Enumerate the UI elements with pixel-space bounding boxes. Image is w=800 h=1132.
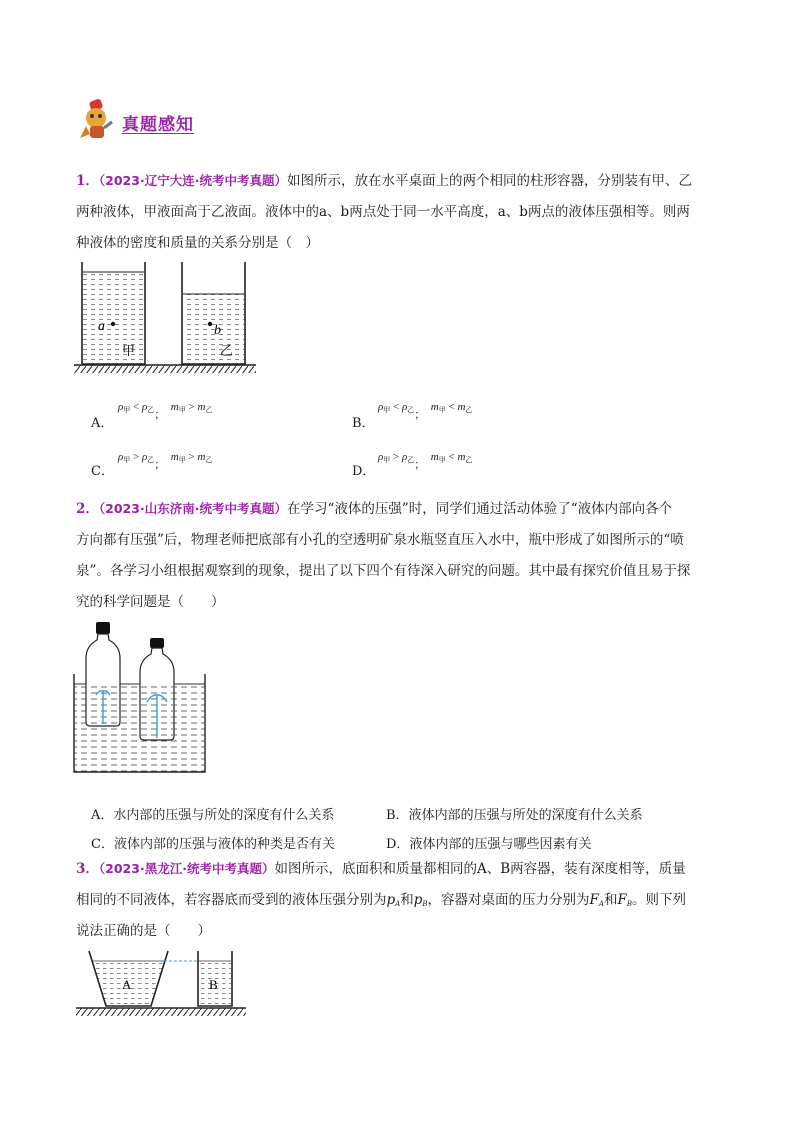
option-letter: C． [91,464,114,479]
label-b: b [214,323,221,338]
q3-text-2c: 。则下列 [632,892,686,908]
q3-and-1: 和 [400,892,414,908]
option-text: 水内部的压强与所处的深度有什么关系 [113,808,335,823]
container-jia [82,262,145,364]
symbol-pB-sub: B [422,900,428,908]
option-text: 液体内部的压强与所处的深度有什么关系 [408,808,643,823]
q3-text-2a: 相同的不同液体，若容器底而受到的液体压强分别为 [76,892,387,908]
ground-hatching [74,365,256,373]
q1-option-c-formula: $\rho_甲 > \rho_乙$； $m_甲 > m_乙$ [118,451,213,471]
label-a: a [98,319,105,334]
container-a [89,951,168,1006]
point-b [208,322,212,326]
label-B: B [209,977,218,992]
q1-option-a[interactable] [91,412,113,431]
q3-line2 [76,892,686,912]
option-letter: B． [386,808,409,823]
q1-line1 [76,173,692,189]
container-yi [182,262,245,364]
q2-line4: 究的科学问题是（ ） [76,594,225,610]
option-letter: B． [352,416,375,431]
q3-text-1: 如图所示，底面积和质量都相同的A、B两容器，装有深度相等，质量 [274,861,686,877]
q2-option-a[interactable] [91,804,334,823]
symbol-FB: F [617,892,627,908]
pencil-mascot-icon [76,98,116,142]
symbol-pA: p [386,892,396,908]
symbol-FA: F [589,892,599,908]
q1-number: 1． [76,173,99,189]
q2-option-b[interactable] [386,804,643,823]
label-A: A [122,977,132,992]
q3-source: （2023·黑龙江·统考中考真题） [98,861,275,876]
q3-figure [74,946,254,1026]
q2-option-d[interactable] [386,833,591,852]
label-jia: 甲 [122,343,136,358]
option-letter: A． [91,416,114,431]
q1-option-b-formula: $\rho_甲 < \rho_乙$； $m_甲 < m_乙$ [378,401,473,421]
q1-line2: 两种液体，甲液面高于乙液面。液体中的a、b两点处于同一水平高度，a、b两点的液体压强相等。则两 [76,204,690,220]
option-letter: C． [91,837,114,852]
q1-option-d-formula: $\rho_甲 > \rho_乙$； $m_甲 < m_乙$ [378,451,473,471]
option-text: 液体内部的压强与液体的种类是否有关 [113,837,335,852]
option-letter: A． [91,808,114,823]
bottle-right [140,638,174,740]
q2-line2: 方向都有压强”后，物理老师把底部有小孔的空透明矿泉水瓶竖直压入水中，瓶中形成了如图所示的“喷 [76,532,684,548]
q2-line3: 泉”。各学习小组根据观察到的现象，提出了以下四个有待深入研究的问题。其中最有探究价值且易于探 [76,563,691,579]
symbol-pB: p [413,892,423,908]
ground-hatching [76,1008,246,1016]
q2-number: 2． [76,501,99,517]
point-a [111,322,115,326]
q1-option-c[interactable] [91,460,114,479]
q3-text-2b: ，容器对桌面的压力分别为 [427,892,590,908]
q1-option-d[interactable] [352,460,375,479]
option-letter: D． [386,837,410,852]
option-text: 液体内部的压强与哪些因素有关 [409,837,592,852]
q1-line3: 种液体的密度和质量的关系分别是（ ） [76,235,319,251]
container-b [198,951,232,1006]
q2-line1 [76,501,672,517]
q1-text-1: 如图所示，放在水平桌面上的两个相同的柱形容器，分别装有甲、乙 [286,173,692,189]
q2-text-1: 在学习“液体的压强”时，同学们通过活动体验了“液体内部向各个 [286,501,673,517]
q3-number: 3． [76,861,99,877]
label-yi: 乙 [220,343,234,358]
section-title: 真题感知 [122,115,194,135]
q2-figure [70,618,210,778]
q1-source: （2023·辽宁大连·统考中考真题） [98,173,287,188]
q3-line1 [76,861,686,877]
bottle-left [86,622,120,726]
q1-option-b[interactable] [352,412,375,431]
symbol-pA-sub: A [395,900,401,908]
symbol-FA-sub: A [598,900,604,908]
option-letter: D． [352,464,376,479]
q1-option-a-formula: $\rho_甲 < \rho_乙$； $m_甲 > m_乙$ [118,401,213,421]
q2-source: （2023·山东济南·统考中考真题） [98,501,287,516]
symbol-FB-sub: B [626,900,632,908]
q3-line3: 说法正确的是（ ） [76,923,211,939]
q1-figure [74,262,264,380]
q3-and-2: 和 [603,892,618,908]
q2-option-c[interactable] [91,833,335,852]
